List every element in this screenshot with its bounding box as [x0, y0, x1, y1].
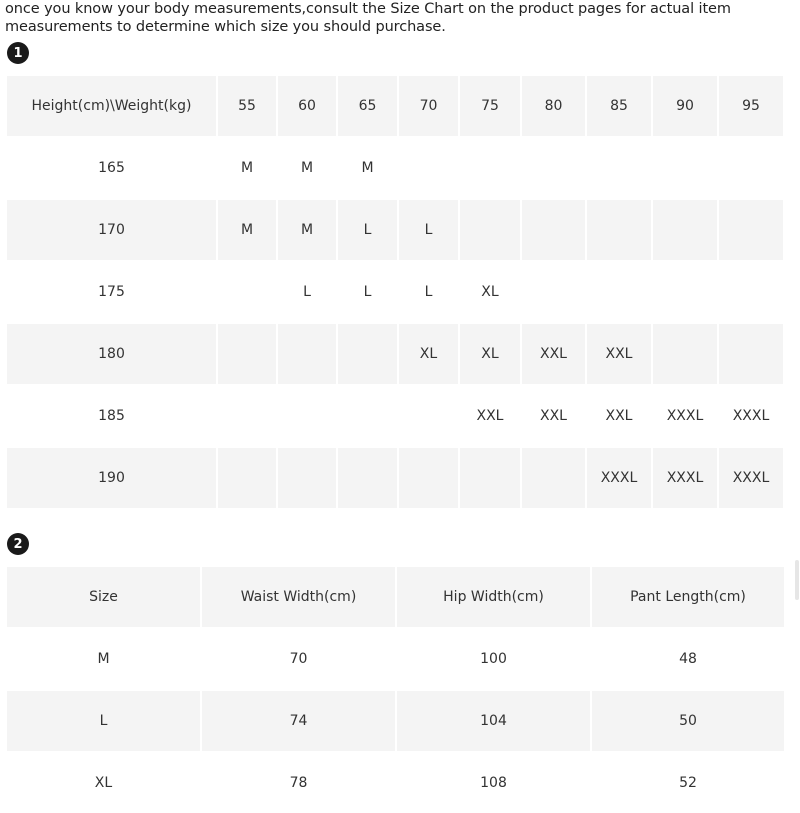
size-cell: M [240, 160, 254, 176]
weight-header: 85 [587, 76, 651, 136]
size-label-cell: XL [94, 775, 113, 791]
height-cell: 175 [98, 284, 125, 300]
weight-header: 65 [338, 76, 397, 136]
size-cell [399, 386, 458, 446]
measurement-table [7, 567, 784, 813]
size-cell [653, 262, 717, 322]
size-cell [587, 138, 651, 198]
size-cell [218, 324, 276, 384]
waist-cell: 70 [289, 651, 308, 667]
size-cell [587, 262, 651, 322]
size-cell [460, 200, 520, 260]
size-cell [522, 200, 585, 260]
size-cell [460, 448, 520, 508]
size-cell: XXXL [732, 408, 770, 424]
size-cell [719, 324, 783, 384]
size-cell [719, 138, 783, 198]
size-cell [338, 386, 397, 446]
size-cell [218, 386, 276, 446]
size-chart-table [7, 76, 783, 508]
size-cell [338, 448, 397, 508]
size-cell: XXL [605, 408, 633, 424]
hip-cell: 108 [480, 775, 507, 791]
size-cell: XXXL [587, 448, 651, 508]
weight-header: 70 [399, 76, 458, 136]
intro-text: once you know your body measurements,consult the Size Chart on the product pages for actual item measurements to determine which size you should purchase. [5, 1, 731, 35]
column-header: Hip Width(cm) [397, 567, 590, 627]
weight-header: 80 [522, 76, 585, 136]
size-cell [587, 200, 651, 260]
size-cell: XL [481, 284, 499, 300]
hip-cell: 104 [397, 691, 590, 751]
size-label-cell: L [7, 691, 200, 751]
size-cell [218, 448, 276, 508]
weight-header: 55 [218, 76, 276, 136]
height-cell: 180 [7, 324, 216, 384]
size-cell: XXXL [719, 448, 783, 508]
size-cell: M [218, 200, 276, 260]
weight-header: 60 [278, 76, 336, 136]
corner-header: Height(cm)\Weight(kg) [7, 76, 216, 136]
height-cell: 190 [7, 448, 216, 508]
size-cell [278, 324, 336, 384]
size-cell: XXXL [653, 448, 717, 508]
size-cell: M [300, 160, 314, 176]
size-cell: M [278, 200, 336, 260]
size-cell [719, 262, 783, 322]
size-cell: XL [460, 324, 520, 384]
length-cell: 48 [679, 651, 697, 667]
size-cell [399, 138, 458, 198]
height-cell: 185 [98, 408, 125, 424]
size-cell [653, 138, 717, 198]
column-header: Size [7, 567, 200, 627]
column-header: Waist Width(cm) [202, 567, 395, 627]
size-cell: XXL [476, 408, 504, 424]
weight-header: 90 [653, 76, 717, 136]
size-cell: XXL [587, 324, 651, 384]
column-header: Pant Length(cm) [592, 567, 784, 627]
weight-header: 95 [719, 76, 783, 136]
size-cell: L [399, 200, 458, 260]
size-cell: XXL [540, 408, 567, 424]
size-cell: XXL [522, 324, 585, 384]
section-2-badge: 2 [7, 533, 29, 555]
length-cell: 52 [679, 775, 697, 791]
waist-cell: 78 [289, 775, 308, 791]
waist-cell: 74 [202, 691, 395, 751]
size-cell: L [338, 200, 397, 260]
size-cell [522, 262, 585, 322]
section-1-badge: 1 [7, 42, 29, 64]
size-cell [653, 324, 717, 384]
size-cell: XXXL [666, 408, 704, 424]
size-cell: XL [399, 324, 458, 384]
page-scrollbar[interactable] [794, 0, 800, 800]
size-cell: L [424, 284, 433, 300]
size-cell [399, 448, 458, 508]
size-cell [278, 448, 336, 508]
size-cell [338, 324, 397, 384]
size-cell [522, 448, 585, 508]
size-cell [278, 386, 336, 446]
scrollbar-thumb[interactable] [795, 560, 799, 600]
size-cell [522, 138, 585, 198]
size-cell [719, 200, 783, 260]
size-cell: M [361, 160, 374, 176]
size-cell: L [303, 284, 311, 300]
height-cell: 165 [98, 160, 125, 176]
size-cell [218, 262, 276, 322]
size-cell [460, 138, 520, 198]
size-cell [653, 200, 717, 260]
hip-cell: 100 [480, 651, 507, 667]
size-label-cell: M [97, 651, 110, 667]
height-cell: 170 [7, 200, 216, 260]
length-cell: 50 [592, 691, 784, 751]
size-cell: L [363, 284, 372, 300]
weight-header: 75 [460, 76, 520, 136]
